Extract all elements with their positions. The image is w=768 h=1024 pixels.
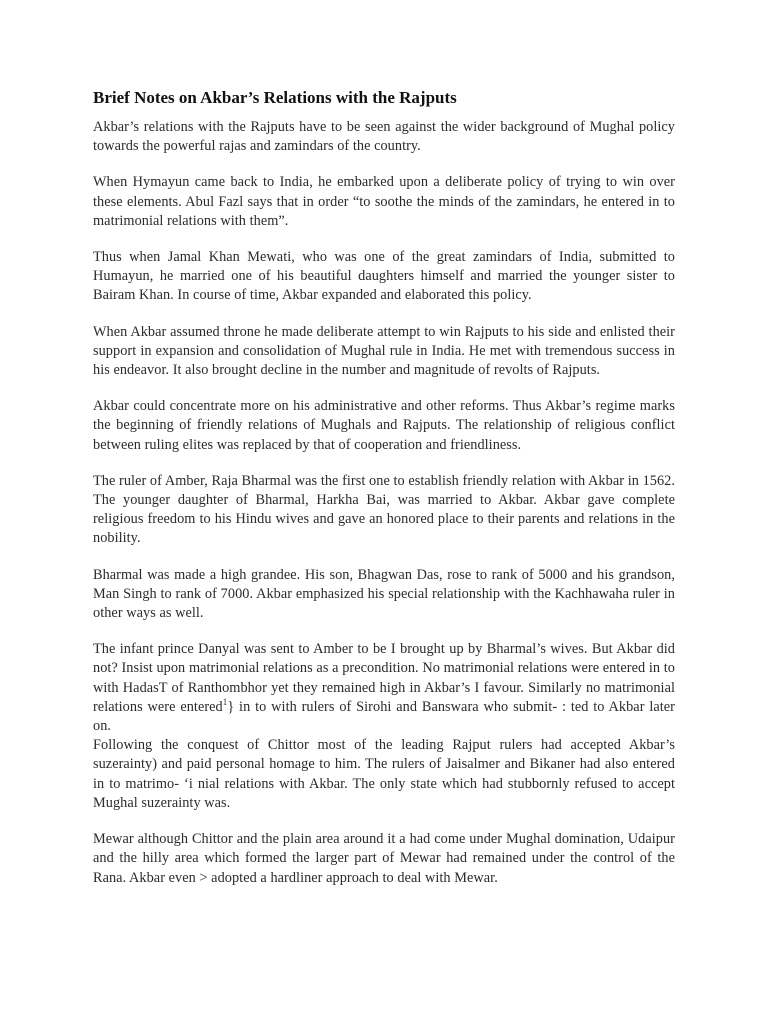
paragraph: The ruler of Amber, Raja Bharmal was the first one to establish friendly relation with Akbar in 1562. The younger daughter of Bharmal, Harkha Bai, was married to Akbar. Akbar gave complete religious freedom to his Hindu wives and gave an honored place to their parents and relations in the nobility. [93, 472, 675, 547]
paragraph: When Hymayun came back to India, he embarked upon a deliberate policy of trying to win over these elements. Abul Fazl says that in order “to soothe the minds of the zamindars, he entered in to matrimonial relations with them”. [93, 174, 675, 229]
paragraph-text: The infant prince Danyal was sent to Amber to be I brought up by Bharmal’s wives. But Akbar did not? Insist upon matrimonial relations as a precondition. No matrimonial relations were entered in to with HadasT of Ranthombhor yet they remained high in Akbar’s I favour. Similarly no matrimonial relations were entered [93, 641, 675, 715]
paragraph: Bharmal was made a high grandee. His son, Bhagwan Das, rose to rank of 5000 and his grandson, Man Singh to rank of 7000. Akbar emphasized his special relationship with the Kachhawaha ruler in other ways as well. [93, 566, 675, 622]
paragraph: Akbar could concentrate more on his administrative and other reforms. Thus Akbar’s regime marks the beginning of friendly relations of Mughals and Rajputs. The relationship of religious conflict between ruling elites was replaced by that of cooperation and friendliness. [93, 398, 675, 453]
paragraph-text: } in to with rulers of Sirohi and Banswara who submit- : ted to Akbar later on. [93, 698, 675, 735]
paragraph: Akbar’s relations with the Rajputs have to be seen against the wider background of Mughal policy towards the powerful rajas and zamindars of the country. [93, 119, 675, 155]
footnote-marker: 1 [222, 697, 228, 708]
paragraph-danyal [93, 640, 675, 736]
paragraph-mewar: Mewar although Chittor and the plain area around it a had come under Mughal domination, Udaipur and the hilly area which formed the larger part of Mewar had remained under the control of the Rana. Akbar even > adopted a hardliner approach to deal with Mewar. [93, 831, 675, 886]
paragraph: Thus when Jamal Khan Mewati, who was one of the great zamindars of India, submitted to Humayun, he married one of his beautiful daughters himself and married the younger sister to Bairam Khan. In course of time, Akbar expanded and elaborated this policy. [93, 249, 675, 304]
document-title: Brief Notes on Akbar’s Relations with the Rajputs [93, 88, 457, 107]
paragraph: When Akbar assumed throne he made deliberate attempt to win Rajputs to his side and enlisted their support in expansion and consolidation of Mughal rule in India. He met with tremendous success in his endeavor. It also brought decline in the number and magnitude of revolts of Rajputs. [93, 323, 675, 379]
paragraph-chittor: Following the conquest of Chittor most of the leading Rajput rulers had accepted Akbar’s suzerainty) and paid personal homage to him. The rulers of Jaisalmer and Bikaner had also entered in to matrimo- ‘i nial relations with Akbar. The only state which had stubbornly refused to accept Mughal suzerainty was. [93, 737, 675, 811]
document-page [93, 87, 675, 905]
